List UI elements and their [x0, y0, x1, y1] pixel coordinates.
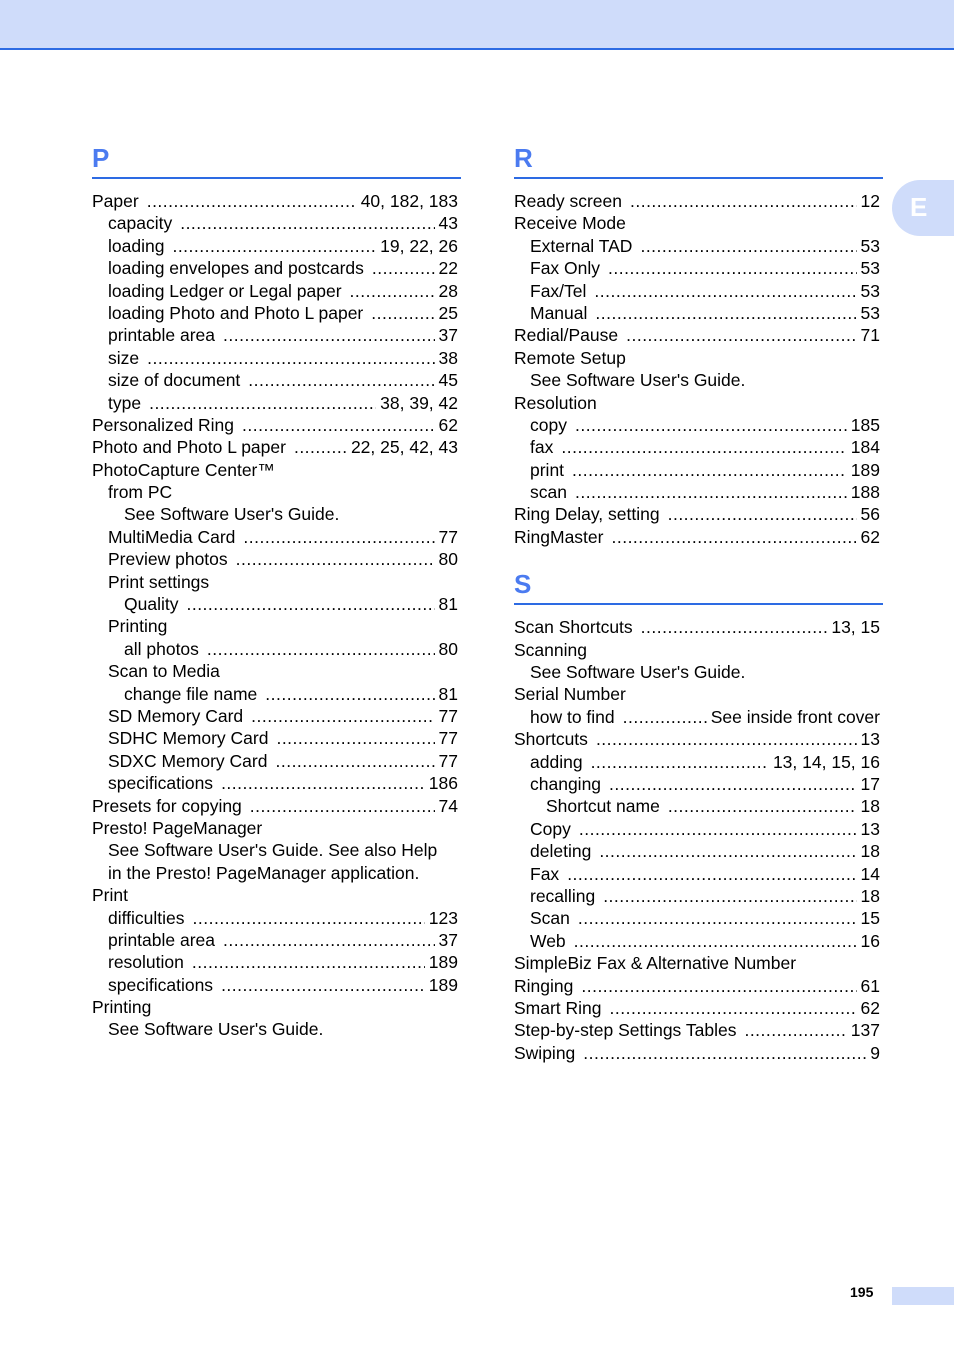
- index-column-left: [92, 140, 461, 1059]
- entry-term: Serial Number: [514, 684, 626, 705]
- entry-term: Scanning: [514, 639, 587, 660]
- entry-term: size of document: [108, 370, 241, 391]
- entry-term: Receive Mode: [514, 213, 626, 234]
- chapter-tab-letter: E: [910, 192, 928, 222]
- dot-leader: [221, 772, 425, 794]
- index-entry: [92, 280, 461, 302]
- entry-term: from PC: [108, 482, 173, 503]
- index-entry: [514, 885, 883, 907]
- entry-term: resolution: [108, 952, 184, 973]
- index-entry: [92, 369, 461, 391]
- index-entry: [514, 212, 883, 234]
- index-entry: [514, 392, 883, 414]
- entry-term: See Software User's Guide.: [108, 1019, 324, 1040]
- entry-term: Printing: [108, 616, 168, 637]
- entry-term: Step-by-step Settings Tables: [514, 1020, 737, 1041]
- entry-term: Scan to Media: [108, 661, 220, 682]
- entry-pages: 13: [860, 818, 880, 839]
- entry-term: Web: [530, 930, 566, 951]
- entry-pages: 74: [438, 795, 458, 816]
- dot-leader: [578, 907, 857, 929]
- index-entry: [92, 593, 461, 615]
- entry-term: size: [108, 347, 140, 368]
- entry-pages: 80: [438, 549, 458, 570]
- entry-term: deleting: [530, 841, 592, 862]
- entry-term: printable area: [108, 325, 216, 346]
- dot-leader: [594, 280, 856, 302]
- index-entry: [514, 190, 883, 212]
- entry-term: Copy: [530, 818, 571, 839]
- dot-leader: [623, 706, 707, 728]
- index-entry: [514, 1019, 883, 1041]
- entry-term: fax: [530, 437, 554, 458]
- index-entry: [92, 772, 461, 794]
- index-entry: [92, 414, 461, 436]
- dot-leader: [567, 863, 856, 885]
- index-entry: [514, 235, 883, 257]
- entry-term: Manual: [530, 302, 588, 323]
- entry-term: loading Photo and Photo L paper: [108, 302, 364, 323]
- footer-tab: [892, 1287, 954, 1305]
- index-entry: [92, 212, 461, 234]
- entry-term: Remote Setup: [514, 347, 626, 368]
- entry-term: loading envelopes and postcards: [108, 258, 364, 279]
- entry-term: how to find: [530, 706, 615, 727]
- entry-term: Preview photos: [108, 549, 228, 570]
- chapter-tab: [892, 180, 954, 236]
- index-entry: [514, 795, 883, 817]
- entry-term: capacity: [108, 213, 173, 234]
- section-letter: S: [514, 566, 883, 605]
- dot-leader: [193, 907, 425, 929]
- entry-term: Ringing: [514, 975, 574, 996]
- entry-pages: 188: [850, 482, 880, 503]
- entry-pages: 13, 14, 15, 16: [772, 751, 880, 772]
- index-entry: [92, 347, 461, 369]
- entry-pages: 81: [438, 594, 458, 615]
- index-entry: [514, 459, 883, 481]
- entry-pages: 137: [850, 1020, 880, 1041]
- entry-term: PhotoCapture Center™: [92, 459, 275, 480]
- dot-leader: [595, 302, 856, 324]
- entry-pages: 18: [860, 796, 880, 817]
- index-entry: [514, 369, 883, 391]
- entry-term: specifications: [108, 974, 214, 995]
- index-entry: [92, 302, 461, 324]
- entry-term: Print settings: [108, 571, 210, 592]
- index-entry: [514, 347, 883, 369]
- entry-term: Photo and Photo L paper: [92, 437, 286, 458]
- dot-leader: [599, 840, 856, 862]
- entry-pages: 62: [438, 414, 458, 435]
- entry-term: Fax: [530, 863, 560, 884]
- entry-pages: 189: [428, 974, 458, 995]
- entry-pages: 77: [438, 728, 458, 749]
- entry-pages: 19, 22, 26: [380, 235, 458, 256]
- entry-pages: 18: [860, 885, 880, 906]
- entry-term: See Software User's Guide. See also Help: [108, 840, 438, 861]
- entry-pages: 123: [428, 907, 458, 928]
- dot-leader: [192, 951, 425, 973]
- entry-term: SDXC Memory Card: [108, 750, 268, 771]
- index-entry: [92, 727, 461, 749]
- entry-pages: 18: [860, 841, 880, 862]
- entry-pages: 77: [438, 750, 458, 771]
- dot-leader: [223, 324, 435, 346]
- dot-leader: [744, 1019, 846, 1041]
- dot-leader: [575, 414, 847, 436]
- dot-leader: [572, 459, 847, 481]
- index-entry: [514, 661, 883, 683]
- dot-leader: [574, 930, 857, 952]
- entry-pages: 71: [860, 325, 880, 346]
- entry-term: difficulties: [108, 907, 185, 928]
- entry-pages: 9: [870, 1042, 880, 1063]
- dot-leader: [248, 369, 434, 391]
- entry-pages: 14: [860, 863, 880, 884]
- index-entry: [92, 548, 461, 570]
- entry-term: Scan Shortcuts: [514, 617, 633, 638]
- entry-term: specifications: [108, 773, 214, 794]
- dot-leader: [668, 503, 857, 525]
- entry-term: Shortcut name: [546, 796, 660, 817]
- dot-leader: [207, 638, 435, 660]
- dot-leader: [275, 750, 434, 772]
- entry-term: recalling: [530, 885, 596, 906]
- index-entry: [92, 683, 461, 705]
- dot-leader: [603, 885, 856, 907]
- section-letter: R: [514, 140, 883, 179]
- entry-pages: 38, 39, 42: [380, 392, 458, 413]
- entry-pages: 53: [860, 302, 880, 323]
- entry-pages: 45: [438, 370, 458, 391]
- entry-pages: 13, 15: [831, 617, 880, 638]
- index-section: [92, 140, 461, 1041]
- page-number: 195: [850, 1284, 874, 1300]
- entry-term: in the Presto! PageManager application.: [108, 862, 420, 883]
- index-entry: [514, 751, 883, 773]
- dot-leader: [180, 212, 434, 234]
- dot-leader: [561, 436, 846, 458]
- entry-pages: 43: [438, 213, 458, 234]
- index-entry: [92, 660, 461, 682]
- entry-pages: 12: [860, 191, 880, 211]
- index-entry: [514, 818, 883, 840]
- index-entry: [92, 1018, 461, 1040]
- entry-term: scan: [530, 482, 567, 503]
- index-entry: [514, 773, 883, 795]
- entry-pages: 186: [428, 773, 458, 794]
- index-entry: [92, 750, 461, 772]
- index-entry: [92, 190, 461, 212]
- dot-leader: [242, 414, 435, 436]
- entry-term: SDHC Memory Card: [108, 728, 269, 749]
- entry-term: MultiMedia Card: [108, 526, 236, 547]
- entry-pages: 13: [860, 729, 880, 750]
- dot-leader: [668, 795, 857, 817]
- entry-pages: 77: [438, 705, 458, 726]
- index-entry: [92, 392, 461, 414]
- index-entry: [514, 728, 883, 750]
- entry-term: Swiping: [514, 1042, 576, 1063]
- dot-leader: [147, 347, 434, 369]
- index-entry: [92, 996, 461, 1018]
- index-entry: [92, 907, 461, 929]
- entry-pages: 185: [850, 414, 880, 435]
- entry-pages: 81: [438, 683, 458, 704]
- index-entry: [514, 997, 883, 1019]
- entry-term: External TAD: [530, 235, 633, 256]
- dot-leader: [223, 929, 435, 951]
- index-entry: [92, 526, 461, 548]
- entry-term: Paper: [92, 191, 139, 211]
- dot-leader: [251, 705, 434, 727]
- index-entry: [92, 817, 461, 839]
- entry-pages: 53: [860, 235, 880, 256]
- dot-leader: [575, 481, 847, 503]
- entry-pages: 15: [860, 908, 880, 929]
- entry-pages: See inside front cover: [710, 706, 880, 727]
- dot-leader: [276, 727, 434, 749]
- index-entry: [514, 436, 883, 458]
- dot-leader: [250, 795, 435, 817]
- index-entry: [514, 975, 883, 997]
- entry-pages: 56: [860, 504, 880, 525]
- index-entry: [92, 884, 461, 906]
- dot-leader: [583, 1042, 866, 1064]
- index-entry: [514, 302, 883, 324]
- entry-pages: 62: [860, 526, 880, 547]
- dot-leader: [608, 257, 857, 279]
- entry-pages: 40, 182, 183: [360, 191, 458, 211]
- index-entry: [514, 706, 883, 728]
- entry-term: Personalized Ring: [92, 414, 235, 435]
- dot-leader: [641, 616, 828, 638]
- entry-pages: 16: [860, 930, 880, 951]
- entry-term: print: [530, 459, 565, 480]
- dot-leader: [609, 773, 856, 795]
- dot-leader: [640, 235, 856, 257]
- index-entry: [92, 503, 461, 525]
- entry-term: See Software User's Guide.: [530, 662, 746, 683]
- entry-term: Ready screen: [514, 191, 622, 211]
- dot-leader: [294, 436, 347, 458]
- dot-leader: [265, 683, 434, 705]
- entry-term: printable area: [108, 929, 216, 950]
- entry-term: Fax Only: [530, 258, 601, 279]
- entry-pages: 189: [850, 459, 880, 480]
- index-entry: [92, 974, 461, 996]
- dot-leader: [591, 751, 769, 773]
- entry-term: Presets for copying: [92, 795, 242, 816]
- dot-leader: [371, 302, 434, 324]
- index-entry: [92, 951, 461, 973]
- entry-pages: 37: [438, 325, 458, 346]
- index-entry: [514, 414, 883, 436]
- index-entry: [514, 1042, 883, 1064]
- dot-leader: [350, 280, 435, 302]
- entry-term: loading: [108, 235, 165, 256]
- dot-leader: [611, 526, 856, 548]
- entry-term: Print: [92, 885, 128, 906]
- entry-pages: 28: [438, 280, 458, 301]
- dot-leader: [186, 593, 434, 615]
- entry-term: SimpleBiz Fax & Alternative Number: [514, 953, 797, 974]
- entry-term: Shortcuts: [514, 729, 588, 750]
- dot-leader: [172, 235, 376, 257]
- index-entry: [514, 863, 883, 885]
- index-entry: [92, 615, 461, 637]
- entry-pages: 53: [860, 258, 880, 279]
- entry-pages: 22, 25, 42, 43: [350, 437, 458, 458]
- index-section: [514, 140, 883, 548]
- section-letter: P: [92, 140, 461, 179]
- index-entry: [92, 862, 461, 884]
- index-entry: [514, 907, 883, 929]
- index-entry: [92, 839, 461, 861]
- index-entry: [514, 324, 883, 346]
- index-entry: [514, 683, 883, 705]
- entry-pages: 53: [860, 280, 880, 301]
- index-entry: [514, 639, 883, 661]
- index-entry: [514, 503, 883, 525]
- entry-term: type: [108, 392, 142, 413]
- dot-leader: [243, 526, 434, 548]
- entry-term: Presto! PageManager: [92, 817, 263, 838]
- dot-leader: [626, 324, 856, 346]
- index-entry: [92, 459, 461, 481]
- entry-term: change file name: [124, 683, 258, 704]
- index-entry: [92, 324, 461, 346]
- index-entry: [92, 638, 461, 660]
- entry-term: Redial/Pause: [514, 325, 619, 346]
- entry-term: all photos: [124, 638, 199, 659]
- entry-term: Smart Ring: [514, 997, 602, 1018]
- dot-leader: [630, 190, 857, 212]
- entry-term: adding: [530, 751, 583, 772]
- entry-pages: 77: [438, 526, 458, 547]
- index-entry: [92, 436, 461, 458]
- index-entry: [92, 705, 461, 727]
- entry-pages: 80: [438, 638, 458, 659]
- index-entry: [514, 481, 883, 503]
- index-entry: [92, 929, 461, 951]
- index-entry: [92, 571, 461, 593]
- index-entry: [514, 526, 883, 548]
- dot-leader: [147, 190, 357, 212]
- index-entry: [92, 235, 461, 257]
- dot-leader: [596, 728, 857, 750]
- dot-leader: [221, 974, 425, 996]
- entry-term: SD Memory Card: [108, 705, 244, 726]
- entry-pages: 17: [860, 773, 880, 794]
- entry-term: loading Ledger or Legal paper: [108, 280, 342, 301]
- entry-term: Quality: [124, 594, 179, 615]
- entry-term: See Software User's Guide.: [530, 370, 746, 391]
- dot-leader: [610, 997, 857, 1019]
- dot-leader: [372, 257, 435, 279]
- index-section: [514, 566, 883, 1064]
- dot-leader: [149, 392, 376, 414]
- dot-leader: [581, 975, 856, 997]
- entry-pages: 37: [438, 929, 458, 950]
- entry-pages: 62: [860, 997, 880, 1018]
- entry-term: Printing: [92, 997, 152, 1018]
- entry-term: changing: [530, 773, 602, 794]
- index-column-right: [514, 140, 883, 1082]
- dot-leader: [579, 818, 857, 840]
- entry-term: copy: [530, 414, 567, 435]
- index-entry: [514, 930, 883, 952]
- index-entry: [514, 840, 883, 862]
- entry-pages: 38: [438, 347, 458, 368]
- index-entry: [92, 795, 461, 817]
- entry-pages: 22: [438, 258, 458, 279]
- entry-pages: 189: [428, 952, 458, 973]
- entry-term: Scan: [530, 908, 570, 929]
- index-entry: [514, 616, 883, 638]
- header-band: [0, 0, 954, 50]
- index-entry: [92, 481, 461, 503]
- entry-term: Fax/Tel: [530, 280, 587, 301]
- index-entry: [514, 280, 883, 302]
- index-entry: [514, 257, 883, 279]
- index-entry: [92, 257, 461, 279]
- dot-leader: [236, 548, 435, 570]
- entry-pages: 61: [860, 975, 880, 996]
- entry-term: RingMaster: [514, 526, 604, 547]
- entry-term: Resolution: [514, 392, 597, 413]
- entry-pages: 25: [438, 302, 458, 323]
- entry-term: See Software User's Guide.: [124, 504, 340, 525]
- index-entry: [514, 952, 883, 974]
- entry-term: Ring Delay, setting: [514, 504, 660, 525]
- entry-pages: 184: [850, 437, 880, 458]
